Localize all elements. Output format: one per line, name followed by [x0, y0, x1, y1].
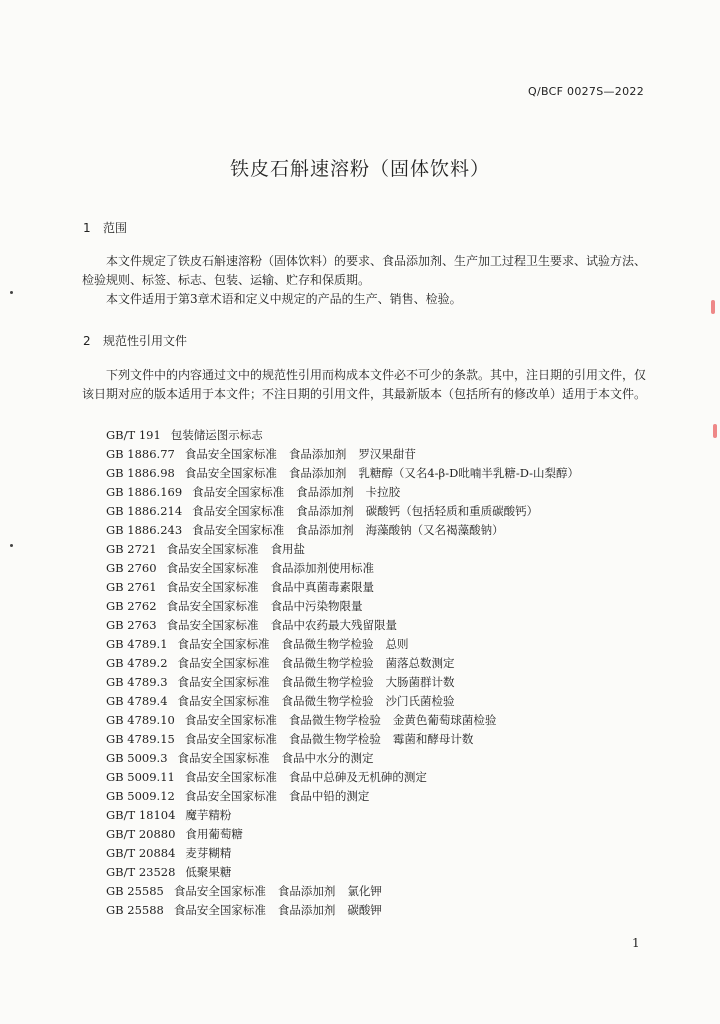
reference-item — [106, 578, 591, 597]
reference-title-part: 食品中真菌毒素限量 — [270, 580, 375, 594]
reference-title-part: 罗汉果甜苷 — [358, 447, 416, 461]
reference-code: GB/T 191 — [106, 428, 161, 442]
reference-title-part: 食品安全国家标准 — [177, 656, 270, 670]
section-1-number: 1 — [83, 221, 91, 235]
reference-item — [106, 787, 591, 806]
scan-mark — [10, 291, 13, 294]
reference-title-part: 食品中总砷及无机砷的测定 — [288, 770, 427, 784]
reference-title-part: 食品微生物学检验 — [281, 656, 374, 670]
reference-title-part: 食品安全国家标准 — [184, 447, 277, 461]
reference-item — [106, 464, 591, 483]
reference-code: GB 1886.169 — [106, 485, 183, 499]
reference-code: GB 5009.3 — [106, 751, 168, 765]
reference-title-part: 卡拉胶 — [365, 485, 401, 499]
reference-title-part: 食品安全国家标准 — [184, 732, 277, 746]
reference-title-part: 麦芽糊精 — [185, 846, 232, 860]
reference-item — [106, 882, 591, 901]
reference-title-part: 低聚果糖 — [185, 865, 232, 879]
reference-title-part: 食用葡萄糖 — [185, 827, 243, 841]
reference-code: GB 2760 — [106, 561, 157, 575]
reference-title-part: 食品添加剂 — [288, 466, 347, 480]
reference-code: GB 25588 — [106, 903, 164, 917]
reference-title-part: 食品安全国家标准 — [173, 884, 266, 898]
reference-list — [106, 426, 591, 920]
reference-code: GB 4789.3 — [106, 675, 168, 689]
reference-title-part: 碳酸钙（包括轻质和重质碳酸钙） — [365, 504, 539, 518]
reference-title-part: 食品添加剂 — [288, 447, 347, 461]
reference-title-part: 食品安全国家标准 — [166, 561, 259, 575]
reference-item — [106, 597, 591, 616]
reference-code: GB 25585 — [106, 884, 164, 898]
reference-title-part: 食品安全国家标准 — [184, 713, 277, 727]
section-1-paragraph-1: 本文件规定了铁皮石斛速溶粉（固体饮料）的要求、食品添加剂、生产加工过程卫生要求、试验方法、检验规则、标签、标志、包装、运输、贮存和保质期。 — [82, 254, 647, 287]
reference-item — [106, 825, 591, 844]
reference-title-part: 食品微生物学检验 — [288, 732, 381, 746]
reference-title-part: 食品微生物学检验 — [281, 694, 374, 708]
reference-item — [106, 559, 591, 578]
reference-item — [106, 635, 591, 654]
reference-title-part: 食品添加剂使用标准 — [270, 561, 375, 575]
section-1-heading — [83, 219, 127, 236]
scan-mark — [10, 544, 13, 547]
reference-title-part: 食品安全国家标准 — [177, 637, 270, 651]
reference-title-part: 沙门氏菌检验 — [385, 694, 455, 708]
reference-code: GB 2762 — [106, 599, 157, 613]
section-1-title: 范围 — [103, 221, 128, 235]
reference-item — [106, 426, 591, 445]
reference-title-part: 食品安全国家标准 — [177, 751, 270, 765]
reference-item — [106, 692, 591, 711]
reference-title-part: 食品添加剂 — [296, 523, 354, 537]
reference-title-part: 食品微生物学检验 — [281, 637, 374, 651]
document-title: 铁皮石斛速溶粉（固体饮料） — [229, 158, 490, 180]
section-2-number: 2 — [83, 334, 91, 348]
reference-code: GB 1886.98 — [106, 466, 175, 480]
reference-code: GB 4789.1 — [106, 637, 168, 651]
reference-title-part: 食品添加剂 — [296, 485, 354, 499]
reference-title-part: 食品添加剂 — [296, 504, 354, 518]
reference-code: GB 1886.77 — [106, 447, 175, 461]
reference-title-part: 食品中水分的测定 — [281, 751, 374, 765]
reference-title-part: 食品安全国家标准 — [192, 485, 285, 499]
reference-item — [106, 483, 591, 502]
reference-title-part: 食品安全国家标准 — [166, 599, 259, 613]
page-code: Q/BCF 0027S—2022 — [528, 85, 644, 98]
reference-code: GB 2763 — [106, 618, 157, 632]
reference-title-part: 魔芋精粉 — [185, 808, 232, 822]
reference-title-part: 乳糖醇（又名4-β-D吡喃半乳糖-D-山梨醇） — [358, 466, 580, 480]
reference-title-part: 食品安全国家标准 — [166, 542, 259, 556]
reference-code: GB 1886.243 — [106, 523, 183, 537]
reference-code: GB 4789.4 — [106, 694, 168, 708]
reference-code: GB 4789.15 — [106, 732, 175, 746]
reference-title-part: 食用盐 — [270, 542, 306, 556]
reference-title-part: 包装储运图示标志 — [170, 428, 263, 442]
reference-title-part: 金黄色葡萄球菌检验 — [392, 713, 497, 727]
reference-title-part: 大肠菌群计数 — [385, 675, 455, 689]
reference-item — [106, 540, 591, 559]
reference-code: GB 1886.214 — [106, 504, 183, 518]
section-1-paragraph-2: 本文件适用于第3章术语和定义中规定的产品的生产、销售、检验。 — [106, 292, 462, 306]
scan-mark — [713, 424, 717, 438]
reference-code: GB/T 23528 — [106, 865, 176, 879]
scan-mark — [711, 300, 715, 314]
reference-code: GB 2721 — [106, 542, 157, 556]
reference-title-part: 食品安全国家标准 — [177, 694, 270, 708]
reference-item — [106, 521, 591, 540]
reference-title-part: 食品中污染物限量 — [270, 599, 363, 613]
reference-item — [106, 502, 591, 521]
reference-title-part: 总则 — [385, 637, 409, 651]
reference-title-part: 食品中农药最大残留限量 — [270, 618, 398, 632]
reference-item — [106, 616, 591, 635]
reference-item — [106, 863, 591, 882]
reference-title-part: 碳酸钾 — [347, 903, 382, 917]
reference-title-part: 霉菌和酵母计数 — [392, 732, 474, 746]
reference-code: GB 5009.11 — [106, 770, 175, 784]
reference-title-part: 海藻酸钠（又名褐藻酸钠） — [365, 523, 504, 537]
reference-code: GB/T 20880 — [106, 827, 176, 841]
reference-title-part: 食品添加剂 — [277, 903, 336, 917]
reference-code: GB 2761 — [106, 580, 157, 594]
reference-title-part: 食品安全国家标准 — [173, 903, 266, 917]
reference-item — [106, 673, 591, 692]
section-2-intro: 下列文件中的内容通过文中的规范性引用而构成本文件必不可少的条款。其中，注日期的引用文件，仅该日期对应的版本适用于本文件；不注日期的引用文件，其最新版本（包括所有的修改单）适用于本文件。 — [82, 368, 647, 401]
reference-title-part: 食品安全国家标准 — [192, 523, 285, 537]
reference-code: GB 5009.12 — [106, 789, 175, 803]
reference-title-part: 菌落总数测定 — [385, 656, 455, 670]
reference-title-part: 食品安全国家标准 — [166, 580, 259, 594]
reference-title-part: 食品安全国家标准 — [192, 504, 285, 518]
reference-code: GB 4789.2 — [106, 656, 168, 670]
page-number: 1 — [632, 936, 640, 950]
reference-item — [106, 654, 591, 673]
reference-item — [106, 749, 591, 768]
reference-title-part: 食品安全国家标准 — [177, 675, 270, 689]
reference-item — [106, 445, 591, 464]
reference-item — [106, 711, 591, 730]
reference-title-part: 食品安全国家标准 — [184, 770, 277, 784]
reference-code: GB/T 18104 — [106, 808, 176, 822]
reference-code: GB 4789.10 — [106, 713, 175, 727]
reference-item — [106, 844, 591, 863]
reference-title-part: 食品安全国家标准 — [184, 789, 277, 803]
reference-title-part: 食品微生物学检验 — [281, 675, 374, 689]
reference-item — [106, 768, 591, 787]
reference-title-part: 食品添加剂 — [277, 884, 336, 898]
reference-code: GB/T 20884 — [106, 846, 176, 860]
reference-title-part: 食品微生物学检验 — [288, 713, 381, 727]
reference-title-part: 食品安全国家标准 — [184, 466, 277, 480]
section-2-title: 规范性引用文件 — [103, 334, 188, 348]
reference-title-part: 食品安全国家标准 — [166, 618, 259, 632]
reference-title-part: 氯化钾 — [347, 884, 382, 898]
section-2-heading — [83, 332, 187, 349]
reference-item — [106, 730, 591, 749]
reference-item — [106, 901, 591, 920]
reference-title-part: 食品中铅的测定 — [288, 789, 370, 803]
reference-item — [106, 806, 591, 825]
